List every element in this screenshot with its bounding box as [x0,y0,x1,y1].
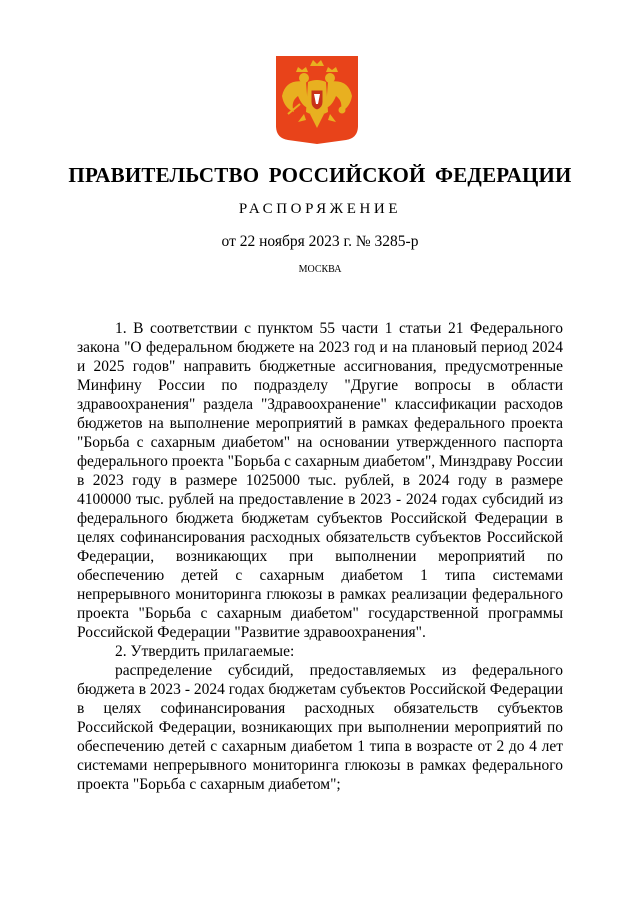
document-city: МОСКВА [298,264,342,275]
russian-coat-of-arms-icon [276,56,358,144]
document-type: РАСПОРЯЖЕНИЕ [238,201,402,217]
document-date-number: от 22 ноября 2023 г. № 3285-р [221,233,419,250]
paragraph-1: 1. В соответствии с пунктом 55 части 1 статьи 21 Федерального закона "О федеральном бюджете на 2023 год и на плановый период 2024 и 2025 годов" направить бюджетные ассигнования, предусмотренные Минфину России по подразделу "Другие вопросы в области здравоохранения" раздела "Здравоохранение" классификации расходов бюджетов на выполнение мероприятий в рамках федерального проекта "Борьба с сахарным диабетом" на основании утвержденного паспорта федерального проекта "Борьба с сахарным диабетом", Минздраву России в 2023 году в размере 1025000 тыс. рублей, в 2024 году в размере 4100000 тыс. рублей на предоставление в 2023 - 2024 годах субсидий из федерального бюджета бюджетам субъектов Российской Федерации в целях софинансирования расходных обязательств субъектов Российской Федерации, возникающих при выполнении мероприятий по обеспечению детей с сахарным диабетом 1 типа системами непрерывного мониторинга глюкозы в рамках реализации федерального проекта "Борьба с сахарным диабетом" государственной программы Российской Федерации "Развитие здравоохранения". [77,320,563,641]
paragraph-2: 2. Утвердить прилагаемые: [115,643,295,660]
paragraph-3: распределение субсидий, предоставляемых из федерального бюджета в 2023 - 2024 годах бюджетам субъектов Российской Федерации в целях софинансирования расходных обязательств субъектов Российской Федерации, возникающих при выполнении мероприятий по обеспечению детей с сахарным диабетом 1 типа в возрасте от 2 до 4 лет системами непрерывного мониторинга глюкозы в рамках федерального проекта "Борьба с сахарным диабетом"; [77,662,563,793]
government-title: ПРАВИТЕЛЬСТВО РОССИЙСКОЙ ФЕДЕРАЦИИ [68,163,572,187]
document-body [77,319,563,794]
